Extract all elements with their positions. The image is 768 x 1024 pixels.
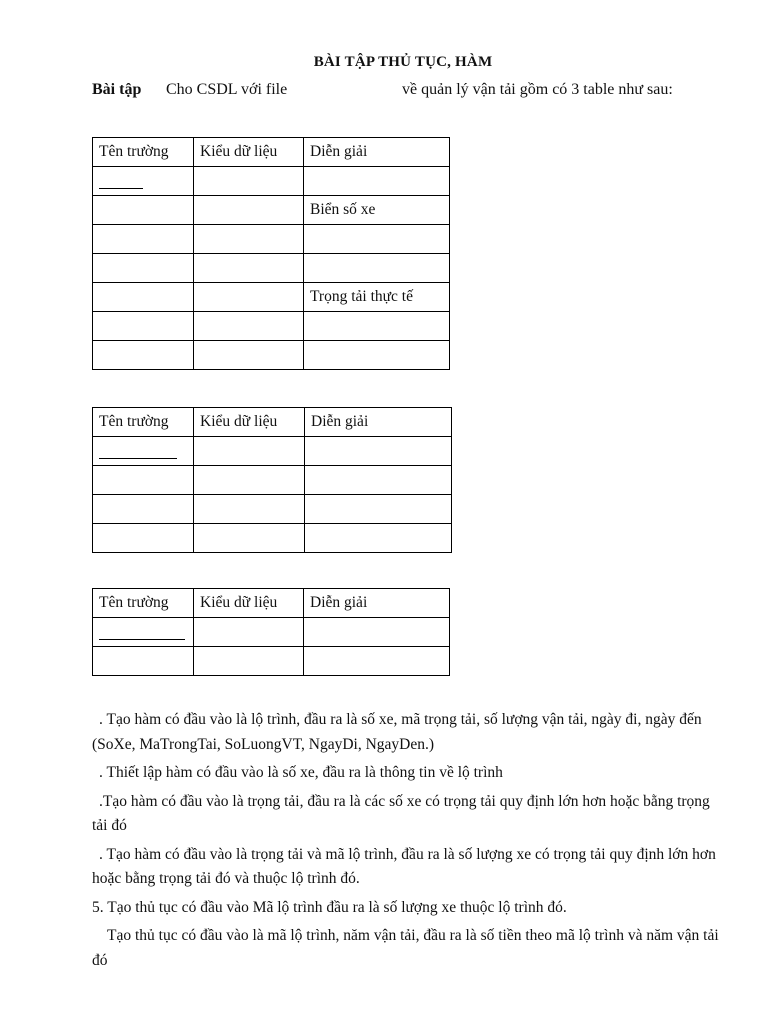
table-row: [93, 495, 452, 524]
table-cell: [194, 466, 305, 495]
intro-text-part2: về quản lý vận tải gồm có 3 table như sau:: [402, 81, 673, 98]
table-cell: [194, 647, 304, 676]
table-cell: [194, 618, 304, 647]
table-cell: [194, 254, 304, 283]
table-cell: [93, 283, 194, 312]
table-cell: [93, 312, 194, 341]
table-cell: [93, 618, 194, 647]
header-data-type: Kiểu dữ liệu: [194, 589, 304, 618]
header-field-name: Tên trường: [93, 408, 194, 437]
table-cell: Trọng tải thực tế: [304, 283, 450, 312]
table-cell: [194, 341, 304, 370]
table-cell: [93, 254, 194, 283]
table-cell: [194, 437, 305, 466]
blank-line: [99, 174, 143, 189]
table-row: [93, 225, 450, 254]
table-cell: [304, 254, 450, 283]
task-item: . Tạo hàm có đầu vào là lộ trình, đầu ra là số xe, mã trọng tải, số lượng vận tải, ngày đi, ngày đến (SoXe, MaTrongTai, SoLuongVT, NgayDi, NgayDen.): [92, 711, 702, 753]
table-cell: [93, 167, 194, 196]
table-row: [93, 647, 450, 676]
table-cell: [93, 196, 194, 225]
table-cell: [93, 341, 194, 370]
header-data-type: Kiểu dữ liệu: [194, 138, 304, 167]
table-2: [92, 407, 452, 553]
table-row: [93, 196, 450, 225]
task-item: .Tạo hàm có đầu vào là trọng tải, đầu ra là các số xe có trọng tải quy định lớn hơn hoặc bằng trọng tải đó: [92, 792, 710, 834]
document-title: BÀI TẬP THỦ TỤC, HÀM: [313, 54, 493, 70]
table-row: [93, 283, 450, 312]
table-row: [93, 254, 450, 283]
table-cell: [93, 524, 194, 553]
table-cell: [305, 495, 452, 524]
table-row: [93, 524, 452, 553]
table-cell: [194, 524, 305, 553]
table-cell: [93, 495, 194, 524]
header-description: Diễn giải: [304, 589, 450, 618]
header-data-type: Kiểu dữ liệu: [194, 408, 305, 437]
table-cell: [305, 466, 452, 495]
table-cell: Biển số xe: [304, 196, 450, 225]
table-cell: [304, 341, 450, 370]
task-list: [92, 708, 724, 977]
table-cell: [194, 196, 304, 225]
task-item: Tạo thủ tục có đầu vào là mã lộ trình, năm vận tải, đầu ra là số tiền theo mã lộ trình và năm vận tải đó: [92, 927, 719, 969]
exercise-label: Bài tập: [92, 81, 142, 98]
table-cell: [93, 225, 194, 254]
table-cell: [304, 167, 450, 196]
table-row: [93, 341, 450, 370]
table-cell: [194, 495, 305, 524]
table-cell: [305, 524, 452, 553]
header-description: Diễn giải: [304, 138, 450, 167]
table-cell: [93, 437, 194, 466]
table-header-row: [93, 138, 450, 167]
table-cell: [304, 618, 450, 647]
table-cell: [304, 312, 450, 341]
blank-line: [99, 625, 185, 640]
table-cell: [194, 283, 304, 312]
table-3: [92, 588, 450, 676]
header-field-name: Tên trường: [93, 138, 194, 167]
table-row: [93, 312, 450, 341]
header-field-name: Tên trường: [93, 589, 194, 618]
table-cell: [304, 647, 450, 676]
table-cell: [194, 167, 304, 196]
table-row: [93, 167, 450, 196]
table-cell: [305, 437, 452, 466]
table-header-row: [93, 408, 452, 437]
table-row: [93, 437, 452, 466]
table-1: [92, 137, 450, 370]
blank-line: [99, 444, 177, 459]
task-item: . Thiết lập hàm có đầu vào là số xe, đầu ra là thông tin về lộ trình: [99, 764, 503, 781]
table-cell: [93, 647, 194, 676]
table-cell: [304, 225, 450, 254]
task-item: . Tạo hàm có đầu vào là trọng tải và mã lộ trình, đầu ra là số lượng xe có trọng tải quy định lớn hơn hoặc bằng trọng tải đó và thuộc lộ trình đó.: [92, 845, 716, 887]
table-row: [93, 618, 450, 647]
table-cell: [194, 225, 304, 254]
table-header-row: [93, 589, 450, 618]
header-description: Diễn giải: [305, 408, 452, 437]
intro-text-part1: Cho CSDL với file: [166, 81, 288, 98]
table-row: [93, 466, 452, 495]
task-item: 5. Tạo thủ tục có đầu vào Mã lộ trình đầu ra là số lượng xe thuộc lộ trình đó.: [92, 898, 567, 916]
intro-line: [92, 81, 673, 99]
table-cell: [93, 466, 194, 495]
table-cell: [194, 312, 304, 341]
